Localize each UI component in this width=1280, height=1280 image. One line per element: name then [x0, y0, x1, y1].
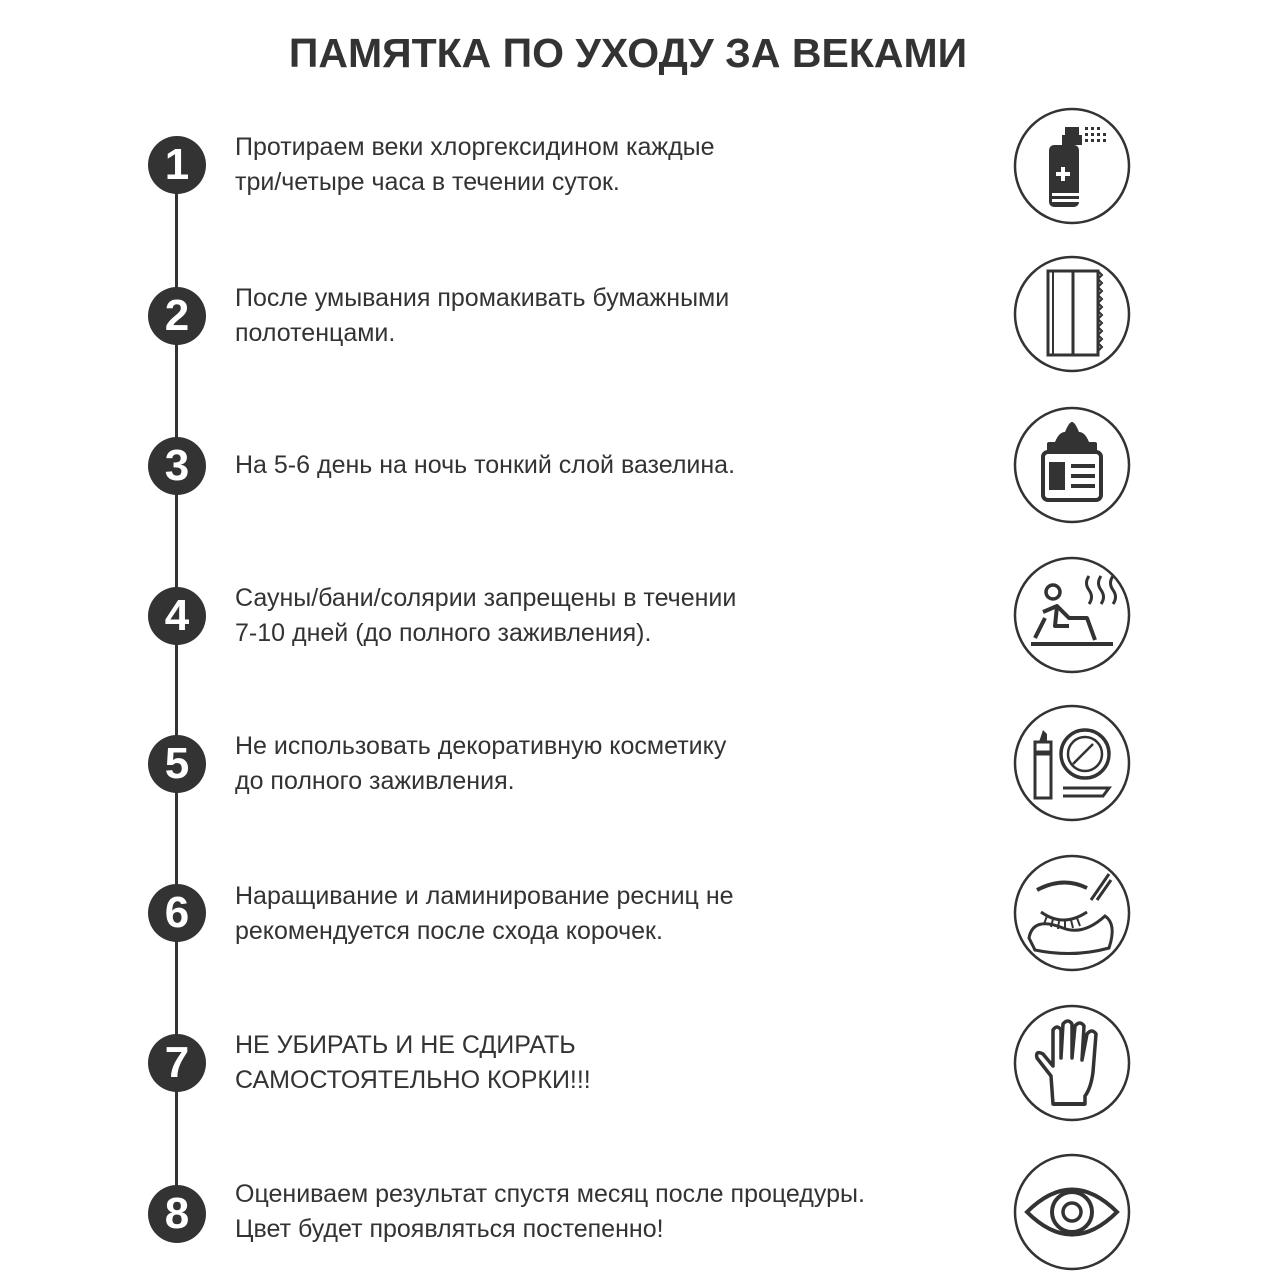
step-text: [235, 1028, 955, 1098]
step-text: [235, 448, 955, 483]
step-number: 1: [148, 136, 206, 194]
page-title: ПАМЯТКА ПО УХОДУ ЗА ВЕКАМИ: [288, 30, 968, 76]
step-text-line: 7-10 дней (до полного заживления).: [235, 619, 652, 647]
step-number: 5: [148, 735, 206, 793]
step-5: [0, 705, 1280, 825]
step-text-line: Не использовать декоративную косметику: [235, 732, 727, 760]
step-number: 4: [148, 587, 206, 645]
step-text: [235, 581, 955, 651]
step-text: [235, 879, 955, 949]
lash-extension-icon: [1013, 854, 1131, 972]
sauna-icon: [1013, 556, 1131, 674]
step-8: [0, 1150, 1280, 1270]
step-7: [0, 1003, 1280, 1123]
step-text-line: Наращивание и ламинирование ресниц не: [235, 882, 734, 910]
step-4: [0, 555, 1280, 675]
cosmetics-icon: [1013, 704, 1131, 822]
step-text-line: После умывания промакивать бумажными: [235, 284, 730, 312]
step-text-line: три/четыре часа в течении суток.: [235, 168, 620, 196]
step-1: [0, 105, 1280, 225]
hand-icon: [1013, 1004, 1131, 1122]
step-text-line: Цвет будет проявляться постепенно!: [235, 1215, 664, 1243]
step-text: [235, 729, 955, 799]
step-text-line: НЕ УБИРАТЬ И НЕ СДИРАТЬ: [235, 1031, 576, 1059]
step-text-line: Протираем веки хлоргексидином каждые: [235, 133, 715, 161]
step-text-line: Оцениваем результат спустя месяц после процедуры.: [235, 1180, 865, 1208]
step-6: [0, 855, 1280, 975]
step-text-line: до полного заживления.: [235, 767, 515, 795]
step-text: [235, 130, 955, 200]
step-number: 3: [148, 437, 206, 495]
step-number: 6: [148, 884, 206, 942]
paper-towel-icon: [1013, 255, 1131, 373]
step-text-line: САМОСТОЯТЕЛЬНО КОРКИ!!!: [235, 1066, 591, 1094]
step-3: [0, 405, 1280, 525]
step-number: 2: [148, 287, 206, 345]
step-number: 7: [148, 1034, 206, 1092]
step-text-line: Сауны/бани/солярии запрещены в течении: [235, 584, 737, 612]
step-text-line: На 5-6 день на ночь тонкий слой вазелина.: [235, 451, 736, 479]
step-text-line: полотенцами.: [235, 319, 396, 347]
step-number: 8: [148, 1185, 206, 1243]
eye-icon: [1013, 1153, 1131, 1271]
step-text-line: рекомендуется после схода корочек.: [235, 917, 663, 945]
antiseptic-spray-icon: [1013, 107, 1131, 225]
step-text: [235, 1177, 955, 1247]
cream-jar-icon: [1013, 406, 1131, 524]
step-text: [235, 281, 955, 351]
step-2: [0, 255, 1280, 375]
